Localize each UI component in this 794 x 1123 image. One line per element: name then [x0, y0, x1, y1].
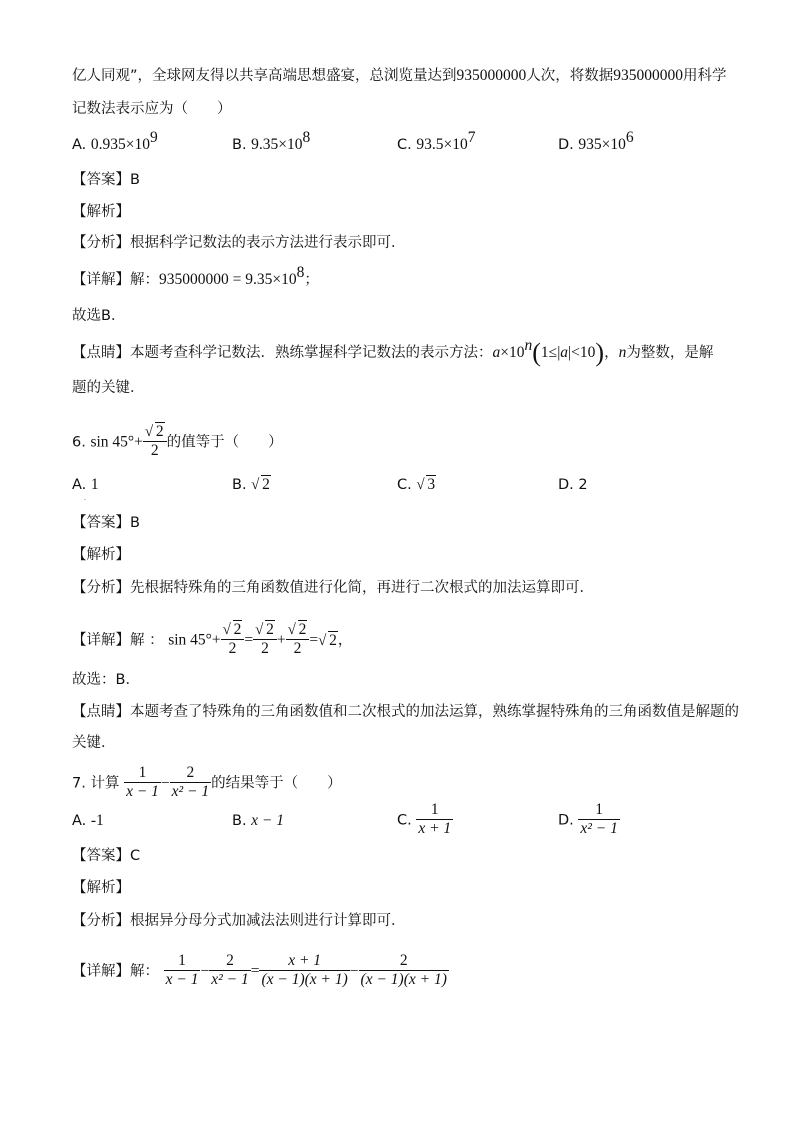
q5-option-d[interactable] [558, 129, 634, 155]
option-label: D. [558, 137, 574, 153]
plus-sign: + [276, 631, 286, 649]
xiangjie-end: ， [337, 632, 353, 649]
stem-fraction-2: $\frac{2}{\text{x² − 1}}$ [171, 764, 210, 800]
minus-sign-2: − [349, 962, 359, 980]
stem-sin: sin 45°+ [90, 433, 143, 451]
abs-open: | [557, 344, 561, 361]
paren-close: ) [595, 338, 605, 367]
xiangjie-fraction-3: $\frac{x + 1}{(x - 1)(x + 1)}$ [261, 952, 348, 988]
xiangjie-tag: 【详解】 [72, 272, 130, 288]
answer-tag: 【答案】 [72, 848, 130, 864]
q5-answer [72, 170, 140, 190]
formula-exponent: n [524, 337, 533, 354]
paren-open: ( [532, 338, 541, 367]
option-label: C. [397, 812, 412, 829]
q7-option-b[interactable] [232, 811, 284, 831]
q5-stem-text-end: 用科学 [683, 68, 727, 84]
q5-stem-text-mid: 人次，将数据 [526, 68, 614, 84]
q6-option-c[interactable] [397, 475, 436, 495]
answer-tag: 【答案】 [72, 172, 130, 188]
q7-option-a[interactable] [72, 811, 104, 831]
xiangjie-tag: 【详解】 [72, 632, 130, 649]
q6-xiangjie [72, 622, 352, 659]
xiangjie-exponent: 8 [296, 264, 305, 281]
xiangjie-fraction-2: √ 2 2 [253, 621, 277, 658]
q5-option-a[interactable] [72, 129, 158, 155]
stem-end: 的结果等于（ ） [211, 775, 342, 792]
fenxi-text: 先根据特殊角的三角函数值进行化简，再进行二次根式的加法运算即可． [130, 580, 594, 596]
q6-option-b[interactable] [232, 475, 271, 495]
xiangjie-tag: 【详解】 [72, 963, 130, 980]
q5-stem-number-2: 935000000 [613, 67, 684, 84]
option-value: 0.935×10 [90, 136, 151, 153]
xiangjie-fraction-4: $\frac{2}{(x - 1)(x + 1)}$ [360, 952, 447, 988]
fenxi-tag: 【分析】 [72, 580, 130, 596]
q7-xiangjie [72, 953, 449, 990]
q6-analysis-tag: 【解析】 [72, 547, 130, 563]
xiangjie-prefix: 解： [130, 963, 159, 980]
q6-option-a[interactable] [72, 475, 99, 495]
answer-value: C [130, 848, 141, 864]
q5-stem-line1 [72, 66, 727, 86]
option-label: A. [72, 813, 87, 829]
minus-sign: − [160, 774, 170, 792]
dianjing-n: n [618, 344, 627, 361]
xiangjie-fraction-1: $\frac{1}{x - 1}$ [165, 952, 199, 988]
q5-dianjing-line2: 题的关键． [72, 380, 145, 396]
q6-option-d[interactable] [558, 475, 588, 495]
q5-option-b[interactable] [232, 129, 311, 155]
dianjing-tag: 【点睛】 [72, 704, 130, 720]
range-post: <10 [571, 344, 596, 361]
fenxi-tag: 【分析】 [72, 913, 130, 929]
q5-stem-number: 935000000 [456, 67, 527, 84]
q5-stem-line2: 记数法表示应为（ ） [72, 101, 232, 117]
option-label: B. [232, 137, 247, 153]
q7-option-d[interactable] [558, 802, 620, 839]
dianjing-comma: ， [604, 345, 619, 361]
option-label: A. [72, 137, 87, 153]
option-label: C. [397, 137, 412, 153]
answer-tag: 【答案】 [72, 515, 130, 531]
result-sqrt: √ 2 [318, 631, 337, 649]
option-value: 1 [90, 476, 99, 493]
option-value: 935×10 [578, 136, 626, 153]
option-label: D. [558, 812, 574, 829]
option-exponent: 7 [467, 129, 476, 146]
question-number: 7. 计算 [72, 775, 120, 792]
question-number: 6. [72, 434, 86, 451]
q5-stem-text: 亿人同观”，全球网友得以共享高端思想盛宴，总浏览量达到 [72, 68, 457, 84]
dianjing-tag: 【点睛】 [72, 345, 130, 361]
q6-fenxi [72, 578, 594, 598]
equals-sign: = [244, 631, 254, 649]
xiangjie-prefix: 解 ： [130, 632, 164, 649]
answer-value: B [130, 515, 140, 531]
xiangjie-fraction-2: $\frac{2}{\text{x² − 1}}$ [211, 952, 249, 988]
q5-choice: 故选B． [72, 308, 126, 324]
equals-sign-2: = [309, 631, 319, 649]
q6-stem [72, 424, 283, 461]
option-label: B. [232, 477, 247, 493]
option-exponent: 9 [150, 129, 158, 146]
q6-dianjing-line2: 关键． [72, 735, 116, 751]
option-value: 93.5×10 [416, 136, 468, 153]
option-value: -1 [90, 812, 104, 829]
option-label: C. [397, 477, 412, 493]
option-label: D. 2 [558, 477, 588, 493]
q5-fenxi [72, 233, 406, 253]
dianjing-text: 本题考查科学记数法．熟练掌握科学记数法的表示方法： [130, 345, 493, 361]
q7-analysis-tag: 【解析】 [72, 880, 130, 896]
option-sqrt: √ 2 [251, 476, 270, 493]
fenxi-text: 根据异分母分式加减法法则进行计算即可． [130, 913, 406, 929]
minus-sign: − [200, 962, 210, 980]
xiangjie-sin: sin 45°+ [168, 631, 221, 649]
q7-answer [72, 846, 140, 866]
q7-stem [72, 765, 342, 802]
xiangjie-fraction-1: √ 2 2 [221, 621, 245, 658]
range-pre: 1≤ [540, 344, 558, 361]
q5-option-c[interactable] [397, 129, 476, 155]
option-fraction: $\frac{1}{x + 1}$ [418, 801, 452, 837]
answer-value: B [130, 172, 140, 188]
abs-close: | [568, 344, 572, 361]
xiangjie-fraction-3: √ 2 2 [286, 621, 310, 658]
q5-analysis-tag: 【解析】 [72, 204, 130, 220]
option-value: 9.35×10 [251, 136, 303, 153]
stem-end: 的值等于（ ） [166, 434, 283, 451]
formula-times: ×10 [500, 344, 525, 361]
xiangjie-prefix: 解： [130, 272, 159, 288]
option-label: B. [232, 813, 247, 829]
xiangjie-end: ； [304, 272, 319, 288]
stem-fraction: √ 2 2 [143, 423, 167, 460]
xiangjie-expression: 935000000 = 9.35×10 [159, 271, 297, 288]
formula-a: a [492, 344, 501, 361]
option-value: x − 1 [251, 812, 285, 829]
range-a: a [560, 344, 569, 361]
option-sqrt: √ 3 [416, 476, 436, 493]
q6-answer [72, 513, 140, 533]
q6-dianjing [72, 702, 739, 722]
option-exponent: 6 [625, 129, 634, 146]
q7-fenxi [72, 911, 406, 931]
equals-sign: = [250, 962, 260, 980]
q5-dianjing [72, 337, 714, 367]
option-fraction: $\frac{1}{\text{x² − 1}}$ [580, 801, 618, 837]
dianjing-end: 为整数，是解 [626, 345, 714, 361]
fenxi-text: 根据科学记数法的表示方法进行表示即可． [130, 235, 406, 251]
option-label: A. [72, 477, 87, 493]
stray-dot: . [84, 495, 86, 502]
q5-xiangjie [72, 264, 319, 290]
dianjing-text: 本题考查了特殊角的三角函数值和二次根式的加法运算，熟练掌握特殊角的三角函数值是解题的 [130, 704, 739, 720]
q6-choice: 故选：B． [72, 672, 140, 688]
option-exponent: 8 [302, 129, 311, 146]
fenxi-tag: 【分析】 [72, 235, 130, 251]
q7-option-c[interactable] [397, 802, 453, 839]
stem-fraction-1: $\frac{1}{x - 1}$ [126, 764, 159, 800]
